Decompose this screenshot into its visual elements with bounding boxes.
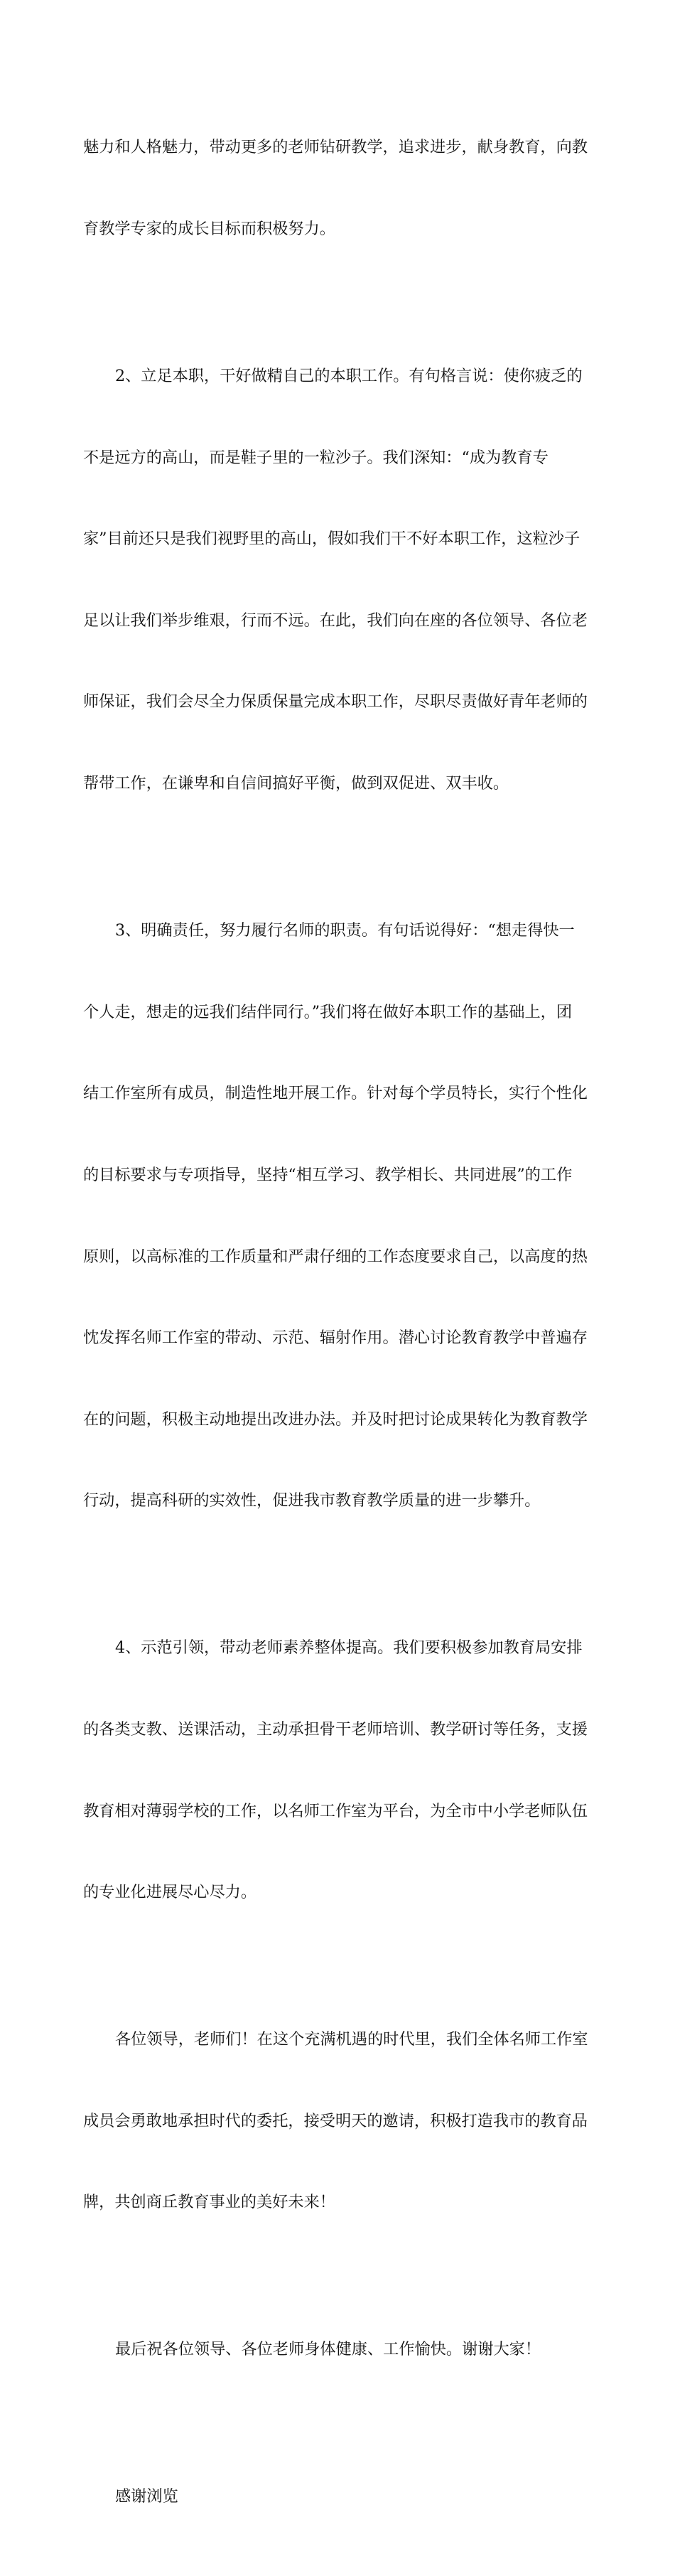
text-line: 最后祝各位领导、各位老师身体健康、工作愉快。谢谢大家！ (115, 2340, 541, 2359)
document-body (83, 80, 593, 2576)
paragraph-thanks (83, 2429, 593, 2565)
text-line: 足以让我们举步维艰，行而不远。在此，我们向在座的各位领导、各位老 (83, 611, 588, 630)
paragraph-closing-address (83, 1972, 593, 2270)
text-line: 育教学专家的成长目标而积极努力。 (83, 220, 335, 239)
text-line: 3、明确责任，努力履行名师的职责。有句话说得好：“想走得快一 (115, 921, 575, 940)
text-line: 帮带工作，在谦卑和自信间搞好平衡，做到双促进、双丰收。 (83, 774, 509, 793)
text-line: 牌，共创商丘教育事业的美好未来！ (83, 2193, 335, 2212)
text-line: 教育相对薄弱学校的工作，以名师工作室为平台，为全市中小学老师队伍 (83, 1801, 588, 1820)
text-line: 魅力和人格魅力，带动更多的老师钻研教学，追求进步，献身教育，向教 (83, 138, 588, 157)
paragraph-wishes (83, 2282, 593, 2417)
text-line: 4、示范引领，带动老师素养整体提高。我们要积极参加教育局安排 (115, 1638, 583, 1658)
text-line: 感谢浏览 (115, 2487, 178, 2506)
paragraph-item-3 (83, 863, 593, 1569)
text-line: 2、立足本职，干好做精自己的本职工作。有句格言说：使你疲乏的 (115, 367, 583, 386)
text-line: 行动，提高科研的实效性，促进我市教育教学质量的进一步攀升。 (83, 1491, 541, 1510)
text-line: 原则，以高标准的工作质量和严肃仔细的工作态度要求自己，以高度的热 (83, 1247, 588, 1266)
text-line: 各位领导，老师们！在这个充满机遇的时代里，我们全体名师工作室 (115, 2030, 588, 2049)
text-line: 的专业化进展尽心尽力。 (83, 1883, 257, 1902)
text-line: 的各类支教、送课活动，主动承担骨干老师培训、教学研讨等任务，支援 (83, 1719, 588, 1739)
text-line: 家”目前还只是我们视野里的高山，假如我们干不好本职工作，这粒沙子 (83, 530, 580, 549)
text-line: 成员会勇敢地承担时代的委托，接受明天的邀请，积极打造我市的教育品 (83, 2111, 588, 2130)
paragraph-item-4 (83, 1580, 593, 1960)
text-line: 结工作室所有成员，制造性地开展工作。针对每个学员特长，实行个性化 (83, 1084, 588, 1103)
text-line: 忱发挥名师工作室的带动、示范、辐射作用。潜心讨论教育教学中普遍存 (83, 1329, 588, 1348)
text-line: 的目标要求与专项指导，坚持“相互学习、教学相长、共同进展”的工作 (83, 1165, 573, 1184)
paragraph-item-2 (83, 308, 593, 852)
text-line: 师保证，我们会尽全力保质保量完成本职工作，尽职尽责做好青年老师的 (83, 692, 588, 712)
text-line: 个人走，想走的远我们结伴同行。”我们将在做好本职工作的基础上，团 (83, 1002, 573, 1021)
paragraph-continuation (83, 80, 593, 297)
text-line: 在的问题，积极主动地提出改进办法。并及时把讨论成果转化为教育教学 (83, 1410, 588, 1429)
text-line: 不是远方的高山，而是鞋子里的一粒沙子。我们深知：“成为教育专 (83, 448, 549, 467)
